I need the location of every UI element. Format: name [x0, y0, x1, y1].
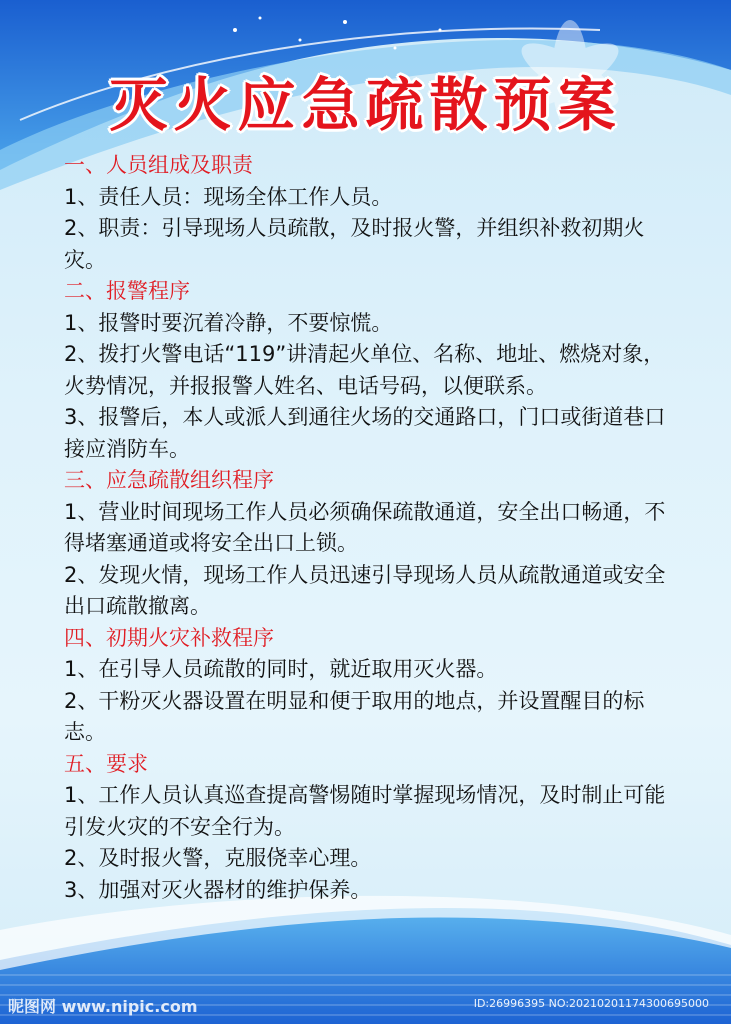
section-item: 1、报警时要沉着冷静，不要惊慌。	[64, 310, 393, 335]
section-heading: 二、报警程序	[64, 279, 190, 303]
watermark-id: ID:26996395 NO:20210201174300695000	[473, 997, 709, 1010]
section-heading: 五、要求	[64, 751, 148, 776]
watermark-site: 昵图网 www.nipic.com	[8, 997, 198, 1016]
section-heading: 三、应急疏散组织程序	[64, 468, 274, 492]
section-heading: 一、人员组成及职责	[64, 153, 253, 177]
section-2	[64, 276, 684, 465]
section-item: 3、报警后，本人或派人到通往火场的交通路口，门口或街道巷口接应消防车。	[64, 405, 666, 461]
section-3	[64, 465, 684, 623]
content	[64, 150, 684, 906]
page-title: 灭火应急疏散预案	[109, 71, 622, 139]
section-item: 1、营业时间现场工作人员必须确保疏散通道，安全出口畅通，不得堵塞通道或将安全出口上锁。	[64, 499, 666, 555]
section-item: 2、拨打火警电话“119”讲清起火单位、名称、地址、燃烧对象，火势情况，并报报警人姓名、电话号码，以便联系。	[64, 342, 665, 398]
section-item: 2、干粉灭火器设置在明显和便于取用的地点，并设置醒目的标志。	[64, 688, 645, 744]
section-item: 2、发现火情，现场工作人员迅速引导现场人员从疏散通道或安全出口疏散撤离。	[64, 562, 666, 618]
section-item: 1、在引导人员疏散的同时，就近取用灭火器。	[64, 657, 498, 681]
section-5	[64, 749, 684, 907]
section-item: 1、责任人员：现场全体工作人员。	[64, 184, 393, 209]
section-item: 3、加强对灭火器材的维护保养。	[64, 877, 372, 902]
section-item: 1、工作人员认真巡查提高警惕随时掌握现场情况，及时制止可能引发火灾的不安全行为。	[64, 783, 666, 839]
section-heading: 四、初期火灾补救程序	[64, 625, 274, 650]
section-1	[64, 150, 684, 276]
section-4	[64, 623, 684, 749]
section-item: 2、及时报火警，克服侥幸心理。	[64, 846, 372, 870]
section-item: 2、职责：引导现场人员疏散，及时报火警，并组织补救初期火灾。	[64, 216, 645, 272]
